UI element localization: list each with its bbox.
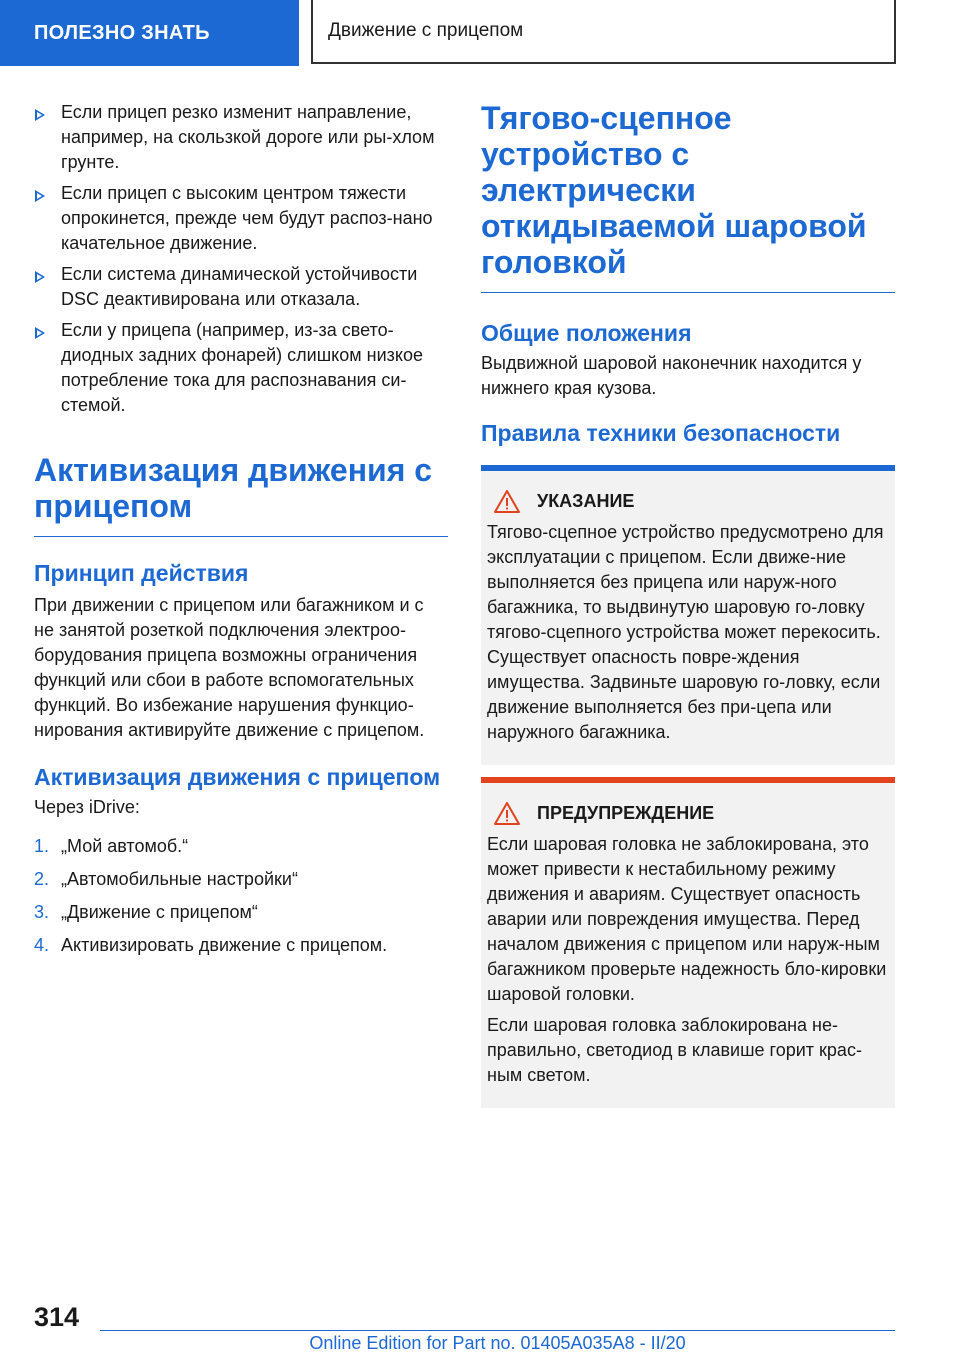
general-text: Выдвижной шаровой наконечник находится у нижнего края кузова. <box>481 353 862 398</box>
list-item: 1. „Мой автомоб.“ <box>34 836 189 856</box>
condition-list <box>34 100 448 418</box>
subheading-principle: Принцип действия <box>34 560 249 586</box>
subheading-activation: Активизация движения с прицепом <box>34 764 441 790</box>
warning-header <box>487 801 887 826</box>
notice-box <box>481 465 895 765</box>
triangle-bullet-icon <box>35 327 45 339</box>
section-heading-trailer-mode: Активизация движения с прицепом <box>34 452 448 537</box>
warning-text-2: Если шаровая головка заблокирована не-правильно, светодиод в клавише горит крас-ным светом. <box>487 1015 862 1085</box>
subheading-safety: Правила техники безопасности <box>481 420 841 446</box>
warning-triangle-icon <box>493 489 521 514</box>
page-header <box>0 0 960 66</box>
left-column <box>34 100 448 966</box>
chapter-title: Движение с прицепом <box>311 0 896 64</box>
triangle-bullet-icon <box>35 109 45 121</box>
list-item: 3. „Движение с прицепом“ <box>34 902 258 922</box>
list-item: Если прицеп резко изменит направление, например, на скользкой дороге или ры-хлом грунте. <box>34 100 448 175</box>
section-heading-tow-hitch: Тягово-сцепное устройство с электрически откидываемой шаровой головкой <box>481 100 895 293</box>
notice-header <box>487 489 887 514</box>
triangle-bullet-icon <box>35 190 45 202</box>
warning-box <box>481 777 895 1108</box>
list-item: Если прицеп с высоким центром тяжести опрокинется, прежде чем будут распоз-нано качательное движение. <box>34 181 448 256</box>
edition-text: Online Edition for Part no. 01405A035A8 - II/20 <box>309 1333 686 1353</box>
list-item: 2. „Автомобильные настройки“ <box>34 869 298 889</box>
right-column <box>481 100 895 1108</box>
page-number: 314 <box>34 1302 80 1332</box>
footer-divider <box>100 1330 895 1331</box>
activation-steps <box>34 834 448 958</box>
subheading-general: Общие положения <box>481 320 692 346</box>
activation-intro: Через iDrive: <box>34 797 140 817</box>
warning-triangle-icon <box>493 801 521 826</box>
warning-title: ПРЕДУПРЕЖДЕНИЕ <box>537 803 715 823</box>
triangle-bullet-icon <box>35 271 45 283</box>
principle-text: При движении с прицепом или багажником и с не занятой розеткой подключения электроо-борудования прицепа возможны ограничения функций или сбои в работе вспомогательных функций. Во избежание нарушения функцио-нирования активируйте движение с прицепом. <box>34 595 425 740</box>
section-tab[interactable]: ПОЛЕЗНО ЗНАТЬ <box>0 0 299 66</box>
warning-text-1: Если шаровая головка не заблокирована, это может привести к нестабильному режиму движения и авариям. Существует опасность аварии или повреждения имущества. Перед началом движения с прицепом или наруж-ным багажником проверьте надежность бло-кировки шаровой головки. <box>487 834 887 1004</box>
list-item: Если система динамической устойчивости DSC деактивирована или отказала. <box>34 262 448 312</box>
notice-title: УКАЗАНИЕ <box>537 491 635 511</box>
list-item: 4. Активизировать движение с прицепом. <box>34 935 388 955</box>
notice-text: Тягово-сцепное устройство предусмотрено для эксплуатации с прицепом. Если движе-ние выполняется без прицепа или наруж-ного багажника, то выдвинутую шаровую го-ловку тягово-сцепного устройства может перекосить. Существует опасность повре-ждения имущества. Задвиньте шаровую го-ловку, если движение выполняется без при-цепа или наружного багажника. <box>487 522 884 742</box>
list-item: Если у прицепа (например, из-за свето-диодных задних фонарей) слишком низкое потребление тока для распознавания си-стемой. <box>34 318 448 418</box>
